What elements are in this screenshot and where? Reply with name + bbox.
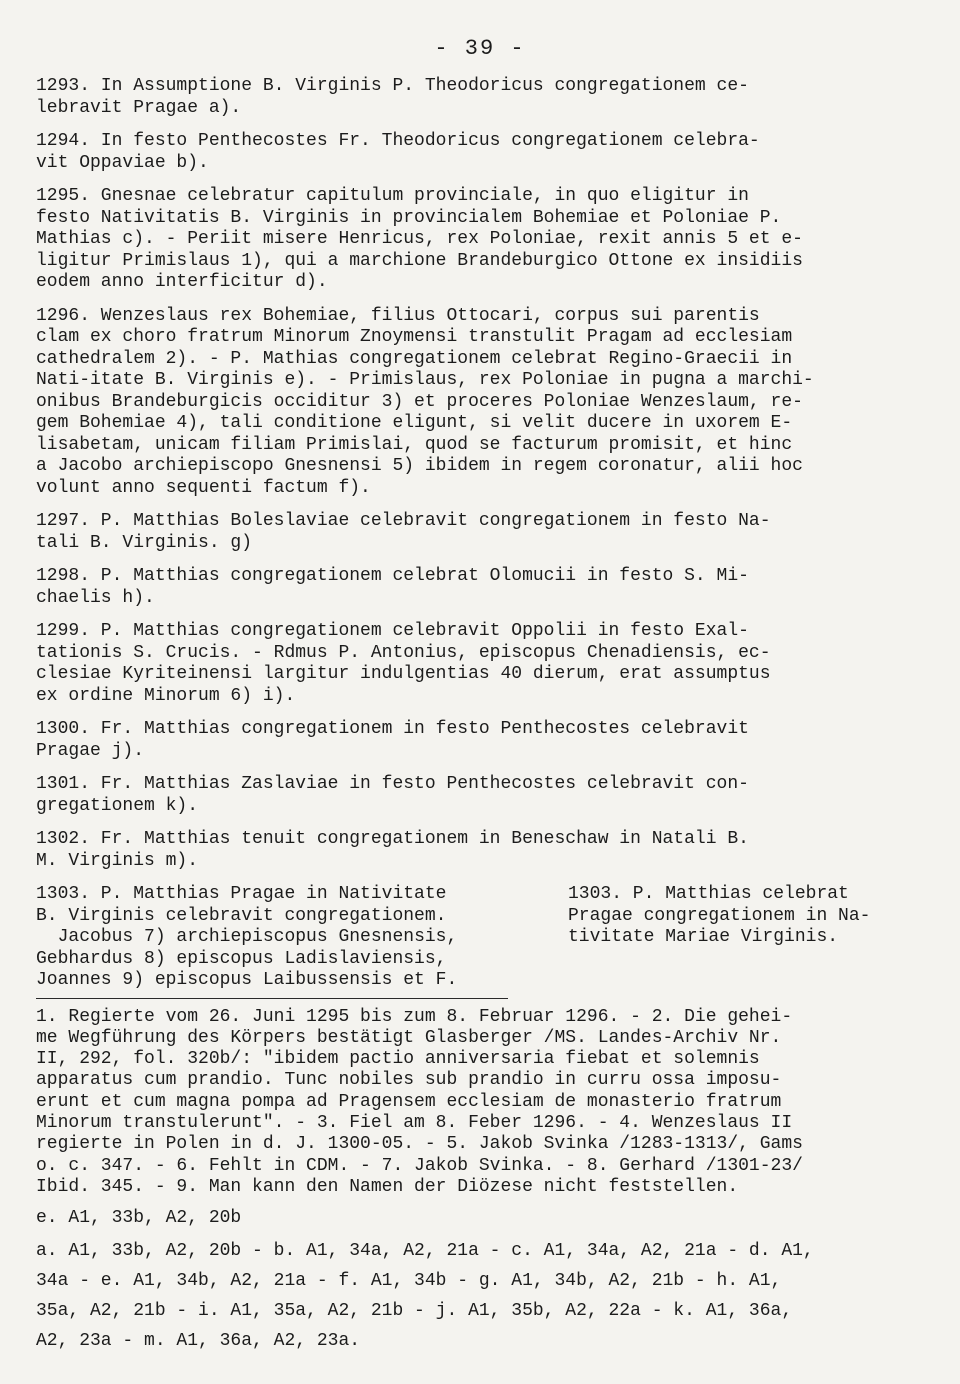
footnotes: 1. Regierte vom 26. Juni 1295 bis zum 8. Februar 1296. - 2. Die gehei- me Wegführung des Körpers bestätigt Glasberger /MS. Landes-Archiv Nr. II, 292, fol. 320b/: "ibidem pactio anniversaria fiebat et solemnis apparatus cum prandio. Tunc nobiles sub prandio in curru ossa imposu- erunt et cum magna pompa ad Pragensem ecclesiam de monasterio fratrum Minorum transtulerunt". - 3. Fiel am 8. Feber 1296. - 4. Wenzeslaus II regierte in Polen in d. J. 1300-05. - 5. Jakob Svinka /1283-1313/, Gams o. c. 347. - 6. Fehlt in CDM. - 7. Jakob Svinka. - 8. Gerhard /1301-23/ Ibid. 345. - 9. Man kann den Namen der Diözese nicht feststellen. [36, 1006, 803, 1197]
entry-1295: 1295. Gnesnae celebratur capitulum provinciale, in quo eligitur in festo Nativitatis B. Virginis in provincialem Bohemiae et Poloniae P. Mathias c). - Periit misere Henricus, rex Poloniae, rexit annis 5 et e- ligitur Primislaus 1), qui a marchione Brandeburgico Ottone ex insidiis eodem anno interficitur d). [36, 186, 803, 292]
entry-1297: 1297. P. Matthias Boleslaviae celebravit congregationem in festo Na- tali B. Virginis. g) [36, 511, 771, 553]
entry-1300: 1300. Fr. Matthias congregationem in festo Penthecostes celebravit Pragae j). [36, 719, 749, 761]
entry-1299: 1299. P. Matthias congregationem celebravit Oppolii in festo Exal- tationis S. Crucis. - Rdmus P. Antonius, episcopus Chenadiensis, ec- clesiae Kyriteinensi largitur indulgentias 40 dierum, erat assumptus ex ordine Minorum 6) i). [36, 621, 771, 706]
entry-1294: 1294. In festo Penthecostes Fr. Theodoricus congregationem celebra- vit Oppaviae b). [36, 131, 760, 173]
entry-1298: 1298. P. Matthias congregationem celebrat Olomucii in festo S. Mi- chaelis h). [36, 566, 749, 608]
entry-1296: 1296. Wenzeslaus rex Bohemiae, filius Ottocari, corpus sui parentis clam ex choro fratrum Minorum Znoymensi transtulit Pragam ad ecclesiam cathedralem 2). - P. Mathias congregationem celebrat Regino-Graecii in Nati-itate B. Virginis e). - Primislaus, rex Poloniae in pugna a marchi- onibus Brandeburgicis occiditur 3) et proceres Poloniae Wenzeslaum, re- gem Bohemiae 4), tali conditione eligunt, si velit ducere in uxorem E- lisabetam, unicam filiam Primislai, quod se facturum promisit, et hinc a Jacobo archiepiscopo Gnesnensi 5) ibidem in regem coronatur, alii hoc volunt anno sequenti factum f). [36, 305, 814, 498]
page-number: - 39 - [434, 36, 526, 61]
entry-1303-right: 1303. P. Matthias celebrat Pragae congregationem in Na- tivitate Mariae Virginis. [568, 884, 871, 947]
entry-1303-left: 1303. P. Matthias Pragae in Nativitate B. Virginis celebravit congregationem. Jacobus 7) archiepiscopus Gnesnensis, Gebhardus 8) episcopus Ladislaviensis, Joannes 9) episcopus Laibussensis et F. [36, 884, 458, 990]
sigla-notes: a. A1, 33b, A2, 20b - b. A1, 34a, A2, 21a - c. A1, 34a, A2, 21a - d. A1, 34a - e. A1, 34b, A2, 21a - f. A1, 34b - g. A1, 34b, A2, 21b - h. A1, 35a, A2, 21b - i. A1, 35a, A2, 21b - j. A1, 35b, A2, 22a - k. A1, 36a, A2, 23a - m. A1, 36a, A2, 23a. [36, 1241, 814, 1352]
main-text [36, 76, 936, 1356]
footnote-divider [36, 998, 508, 999]
entry-1301: 1301. Fr. Matthias Zaslaviae in festo Penthecostes celebravit con- gregationem k). [36, 774, 749, 816]
entry-1303 [36, 884, 936, 992]
entry-1293: 1293. In Assumptione B. Virginis P. Theodoricus congregationem ce- lebravit Pragae a). [36, 76, 749, 118]
sigla-note-e: e. A1, 33b, A2, 20b [36, 1208, 242, 1229]
entry-1302: 1302. Fr. Matthias tenuit congregationem in Beneschaw in Natali B. M. Virginis m). [36, 829, 749, 871]
